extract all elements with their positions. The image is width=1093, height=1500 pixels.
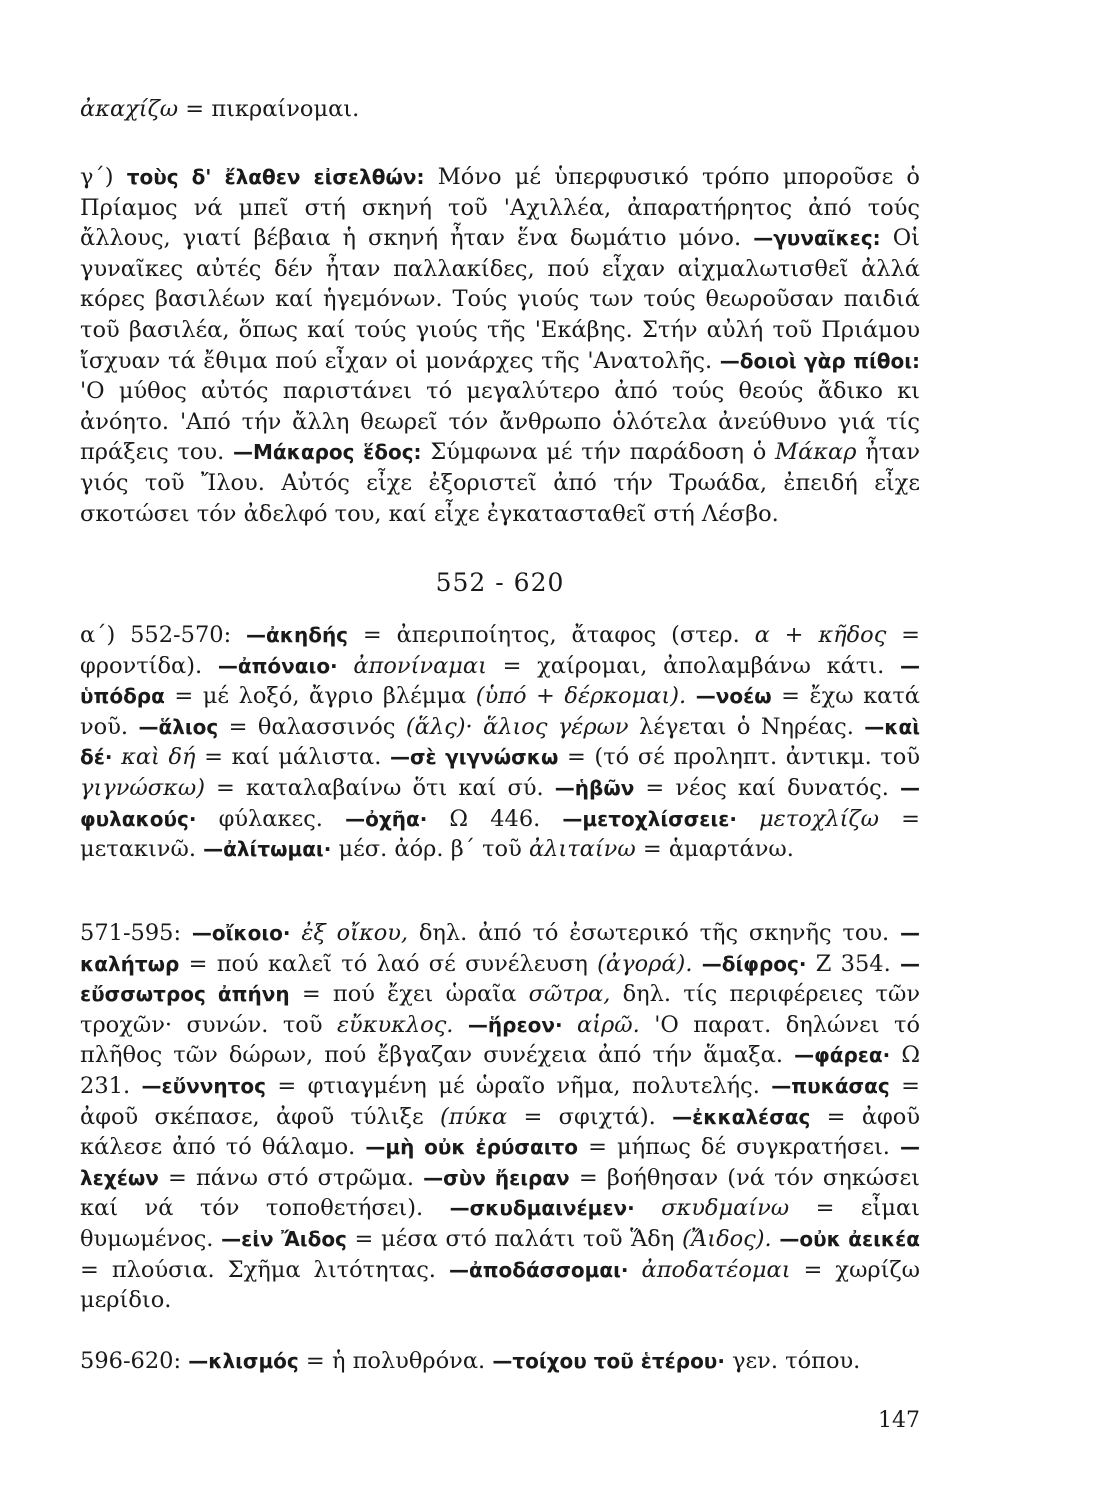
commentary-paragraph-552 [80,620,920,865]
lemma: —ἥρεον· [467,1012,563,1037]
text-run: = εἶμαι θυμωμένος. [80,1195,920,1252]
text-run [563,1012,577,1038]
text-run: Ω 231. [80,1042,920,1099]
text-run: Μόνο μέ ὑπερφυσικό τρόπο μποροῦσε ὁ Πρίαμος νά μπεῖ στή σκηνή τοῦ 'Αχιλλέα, ἀπαρατήρητος ἀπό τούς ἄλλους, γιατί βέβαια ἡ σκηνή ἦταν ἕνα δωμάτιο μόνο. [80,164,920,252]
italic-term: (ἀγορά). [597,950,693,977]
text-run: = πάνω στό στρῶμα. [158,1164,424,1191]
italic-term: (Ἄιδος). [681,1225,772,1252]
text-run: = (τό σέ προληπτ. ἀντικμ. τοῦ [558,744,921,771]
lemma: —ἀκηδής [246,623,349,647]
text-run: = φροντίδα). [80,622,921,679]
text-run: Ζ 354. [806,950,900,977]
lemma: —φάρεα· [794,1043,891,1068]
gloss-term: ἀκαχίζω [80,96,179,122]
lemma: —ἡβῶν [554,775,635,800]
text-run: γεν. τόπου. [724,1348,861,1374]
italic-term: Μάκαρ [775,439,857,466]
italic-term: (ἅλς)· ἅλιος γέρων [405,713,629,740]
text-run: = ἡ πολυθρόνα. [298,1348,493,1374]
text-run: = χωρίζω μερίδιο. [80,1256,921,1314]
text-run: = μέσα στό παλάτι τοῦ Ἅδη [346,1225,682,1252]
text-run: = ἀπεριποίητος, ἄταφος (στερ. [348,622,755,648]
page-number: 147 [878,1408,920,1433]
text-run: = πλούσια. Σχῆμα λιτότητας. [80,1256,449,1283]
lemma: —τοίχου τοῦ ἑτέρου· [492,1349,725,1373]
text-run [338,653,354,679]
text-run: = μήπως δέ συγκρατήσει. [578,1134,900,1161]
lemma: —Μάκαρος ἕδος: [233,440,422,465]
lemma: —κλισμός [188,1349,299,1373]
text-run: = ἔχω κατά νοῦ. [80,683,921,740]
book-page [80,0,920,1500]
text-run: = μετακινῶ. [80,805,920,863]
text-run: = πού ἔχει ὡραῖα [289,981,529,1008]
lemma: —ὀχῆα· [345,806,428,831]
lemma: —ὑπόδρα [80,653,920,709]
italic-term: ἀποδατέομαι [641,1256,791,1283]
lemma: —ἀπόναιο· [217,653,338,678]
lemma: τοὺς δ' ἔλαθεν εἰσελθών: [126,165,425,189]
text-run: δηλ. τίς περιφέρειες τῶν τροχῶν· συνών. τοῦ [80,981,920,1038]
lemma: —οἴκοιο· [191,921,291,945]
text-run: μέσ. ἀόρ. β΄ τοῦ [331,836,529,863]
text-run [686,683,696,709]
text-run: Οἱ γυναῖκες αὐτές δέν ἦταν παλλακίδες, πού εἶχαν αἰχμαλωτισθεῖ ἀλλά κόρες βασιλέων καί ἡγεμόνων. Τούς γιούς των τούς θεωροῦσαν παιδιά τοῦ βασιλέα, ὅπως καί τούς γιούς τῆς 'Εκάβης. Στήν αὐλή τοῦ Πριάμου ἴσχυαν τά ἔθιμα πού εἶχαν οἱ μονάρχες τῆς 'Ανατολῆς. [80,225,920,374]
lemma: —ἐκκαλέσας [672,1104,811,1129]
lemma: —νοέω [695,684,772,709]
text-run: = καί μάλιστα. [195,744,390,771]
lemma: —οὐκ ἀεικέα [779,1226,921,1251]
lemma: —μετοχλίσσειε· [562,806,737,831]
italic-term: σῶτρα, [528,981,611,1008]
text-run: = ἀφοῦ σκέπασε, ἀφοῦ τύλιξε [80,1072,921,1130]
lemma: —πυκάσας [771,1073,890,1098]
text-run: = χαίρομαι, ἀπολαμβάνω κάτι. [486,652,900,679]
text-run: 'Ο παρατ. δηλώνει τό πλῆθος τῶν δώρων, πού ἔβγαζαν συνέχεια ἀπό τήν ἅμαξα. [80,1011,920,1069]
lemma: —γυναῖκες: [753,226,881,251]
text-run: φύλακες. [196,805,346,832]
commentary-paragraph-gamma [80,162,920,529]
commentary-paragraph-571 [80,918,920,1316]
italic-term: ἀλιταίνω [528,836,636,863]
italic-term: (πύκα [440,1103,508,1130]
text-run: 571-595: [80,920,192,946]
lemma: —σκυδμαινέμεν· [449,1196,635,1221]
lemma: —καὶ δέ· [80,714,920,770]
italic-term: γιγνώσκω) [80,774,205,801]
text-run: = ἁμαρτάνω. [635,836,794,863]
text-run: 'Ο μύθος αὐτός παριστάνει τό μεγαλύτερο ἀπό τούς θεούς ἄδικο κι ἀνόητο. 'Από τήν ἄλλη θεωρεῖ τόν ἄνθρωπο ὁλότελα ἀνεύθυνο γιά τίς πράξεις του. [80,378,920,466]
text-run: = σφιχτά). [507,1103,673,1130]
text-run: = ἀφοῦ κάλεσε ἀπό τό θάλαμο. [80,1103,920,1161]
italic-term: α + κῆδος [754,622,887,648]
text-run [112,744,121,770]
lemma: —εὔννητος [141,1073,266,1098]
italic-term: ἐξ οἴκου, [301,920,409,946]
italic-term: ἀπονίναμαι [353,652,487,679]
text-run: = θαλασσινός [218,713,406,740]
italic-term: (ὑπό + δέρκομαι). [475,683,687,710]
text-run: α΄) 552-570: [80,622,247,648]
text-run: = βοήθησαν (νά τόν σηκώσει καί νά τόν τοποθετήσει). [80,1164,921,1222]
text-run: Ω 446. [427,805,563,832]
text-run [629,1257,642,1283]
text-run: = φτιαγμένη μέ ὡραῖο νῆμα, πολυτελής. [266,1072,772,1099]
text-run [291,920,302,946]
text-run: ἦταν γιός τοῦ Ἴλου. Αὐτός εἶχε ἐξοριστεῖ ἀπό τήν Τρωάδα, ἐπειδή εἶχε σκοτώσει τόν ἀδελφό του, καί εἶχε ἐγκατασταθεῖ στή Λέσβο. [80,439,921,527]
text-run [635,1195,661,1221]
lemma: —ἀλίτωμαι· [203,837,332,862]
lemma: —λεχέων [80,1135,920,1190]
lemma: —ἅλιος [138,714,219,739]
lemma: —εὔσσωτρος ἀπήνη [80,951,920,1007]
lemma: —δοιοὶ γὰρ πίθοι: [719,348,921,373]
lemma: —σὺν ἤειραν [423,1165,570,1190]
lemma: —φυλακούς· [80,775,920,831]
text-run: γ΄) [80,164,127,190]
text-run [692,951,701,977]
italic-term: αἱρῶ. [577,1011,640,1038]
text-run [453,1012,467,1038]
lemma: —καλήτωρ [80,921,920,976]
text-run: 596-620: [80,1348,189,1374]
text-run [737,806,759,832]
text-run: Σύμφωνα μέ τήν παράδοση ὁ [421,439,776,466]
text-run: δηλ. ἀπό τό ἐσωτερικό τῆς σκηνῆς του. [408,920,900,946]
lemma: —εἰν Ἄιδος [221,1226,347,1251]
text-run: = νέος καί δυνατός. [634,774,900,801]
text-run: = καταλαβαίνω ὅτι καί σύ. [204,774,555,801]
text-run: λέγεται ὁ Νηρέας. [628,713,865,740]
italic-term: σκυδμαίνω [661,1195,790,1222]
lemma: —ἀποδάσσομαι· [448,1257,629,1282]
lemma: —σὲ γιγνώσκω [389,745,559,770]
italic-term: εὔκυκλος. [336,1011,454,1038]
lemma: —μὴ οὐκ ἐρύσαιτο [365,1135,579,1160]
lemma: —δίφρος· [701,951,807,976]
text-run: = μέ λοξό, ἄγριο βλέμμα [164,683,476,710]
text-run: = πού καλεῖ τό λαό σέ συνέλευση [179,950,598,977]
italic-term: καὶ δή [121,744,196,771]
commentary-paragraph-596 [80,1346,920,1377]
gloss-definition: = πικραίνομαι. [178,96,360,122]
italic-term: μετοχλίζω [759,805,880,832]
gloss-line-akachizo [80,94,920,125]
section-heading: 552 - 620 [435,568,565,597]
